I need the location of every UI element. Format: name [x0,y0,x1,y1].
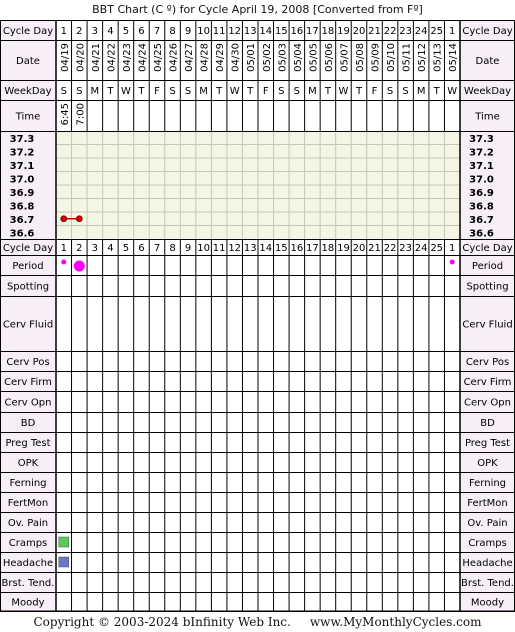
cycle-day-cell-repeat: 1 [60,243,67,254]
cycle-day-cell-repeat: 6 [138,243,145,254]
cycle-day-cell: 13 [243,26,257,37]
cycle-day-cell-repeat: 9 [184,243,192,254]
date-cell: 05/14 [448,43,460,72]
cycle-day-cell: 4 [107,26,114,37]
cycle-day-cell: 3 [91,26,99,37]
row-label-right: Spotting [466,281,509,293]
row-label: BD [20,418,36,429]
date-cell: 04/23 [121,43,133,72]
temp-label-left: 36.8 [9,201,35,213]
row-label: OPK [17,458,39,469]
date-cell: 05/03 [277,43,289,72]
cycle-day-cell: 15 [274,26,288,37]
date-cell: 04/24 [137,43,149,72]
cycle-day-cell-repeat: 20 [352,243,366,254]
weekday-cell: F [371,86,378,97]
row-label-right: Ov. Pain [467,518,508,529]
date-cell: 04/22 [106,43,118,72]
date-cell: 04/26 [168,43,180,72]
temp-label-left: 36.6 [9,228,35,240]
row-label-right: OPK [477,458,498,469]
row-label-cycle_day: Cycle Day [2,243,54,254]
date-cell: 04/19 [59,43,71,72]
cycle-day-cell-repeat: 24 [414,243,428,254]
cycle-day-cell-repeat: 22 [383,243,397,254]
temperature-point [76,216,82,222]
temp-label-right: 37.3 [469,133,494,145]
cycle-day-cell-repeat: 19 [337,243,350,254]
temp-label-right: 36.6 [469,228,494,240]
date-cell: 05/10 [386,43,398,72]
temperature-point [61,216,67,222]
row-label: Cerv Opn [4,397,52,409]
weekday-cell: S [293,86,301,97]
temp-label-left: 37.1 [9,160,35,172]
cycle-day-cell: 16 [290,26,304,37]
date-cell: 05/08 [355,43,366,72]
weekday-cell: T [324,86,331,97]
row-label-cycle_day-right: Cycle Day [462,26,513,37]
weekday-cell: M [199,86,208,97]
date-cell: 04/28 [199,43,211,72]
period-dot [450,260,455,265]
cycle-day-cell: 22 [383,26,397,37]
date-cell: 05/05 [308,43,320,72]
cycle-day-cell: 5 [122,26,130,37]
weekday-cell: S [278,86,285,97]
row-label-weekday: WeekDay [4,86,52,97]
row-label: Cramps [8,538,48,549]
cycle-day-cell-repeat: 15 [274,243,288,254]
cycle-day-cell: 12 [228,26,242,37]
row-label: Moody [11,597,45,609]
row-label-right: BD [480,418,495,429]
cycle-day-cell-repeat: 8 [169,243,176,254]
row-label-right: Ferning [468,478,507,489]
weekday-cell: W [120,86,131,97]
cycle-day-cell: 17 [306,26,319,37]
cycle-day-cell: 24 [414,26,428,37]
temp-label-left: 37.2 [9,147,35,159]
weekday-cell: T [247,86,254,97]
temp-label-left: 37.0 [9,174,35,186]
row-label: Brst. Tend. [1,578,55,589]
cycle-day-cell-repeat: 21 [368,243,381,254]
weekday-cell: W [229,86,240,97]
weekday-cell: S [386,86,394,97]
cycle-day-cell: 7 [153,26,161,37]
temp-label-left: 36.9 [9,187,35,199]
weekday-cell: S [169,86,176,97]
temp-label-right: 37.1 [469,160,494,172]
cycle-day-cell: 8 [169,26,176,37]
weekday-cell: T [355,86,363,97]
cycle-day-cell: 10 [197,26,210,37]
row-label: Ov. Pain [7,518,49,529]
weekday-cell: M [308,86,317,97]
cycle-day-cell-repeat: 18 [321,243,335,254]
temp-label-left: 36.7 [9,214,35,226]
cycle-day-cell-repeat: 1 [449,243,456,254]
row-label: Cerv Fluid [2,319,54,331]
temp-label-right: 36.9 [469,187,494,199]
row-label-right: Moody [470,597,505,609]
cycle-day-cell-repeat: 12 [228,243,242,254]
date-cell: 05/01 [246,43,258,72]
cycle-day-cell: 2 [76,26,83,37]
cycle-day-cell-repeat: 16 [290,243,304,254]
cycle-day-cell: 9 [184,26,192,37]
bbt-chart [0,20,515,612]
weekday-cell: W [447,86,458,97]
row-label-right: Headache [462,558,513,569]
date-cell: 05/13 [432,43,444,72]
temp-label-right: 36.8 [469,201,494,213]
weekday-cell: M [90,86,100,97]
cycle-day-cell-repeat: 11 [212,243,226,254]
cycle-day-cell-repeat: 10 [197,243,210,254]
date-cell: 05/06 [323,43,335,72]
cycle-day-cell: 6 [138,26,145,37]
copyright-footer: Copyright © 2003-2024 bInfinity Web Inc. www.MyMonthlyCycles.com [33,615,482,629]
weekday-cell: S [184,86,192,97]
row-label: Cerv Pos [6,357,50,368]
row-label-cycle_day-right: Cycle Day [462,243,513,254]
temp-label-right: 37.2 [469,147,494,159]
row-label-weekday-right: WeekDay [463,86,512,97]
date-cell: 04/27 [184,43,196,72]
row-label-right: FertMon [467,498,508,509]
weekday-cell: S [76,86,83,97]
cycle-day-cell: 21 [368,26,381,37]
date-cell: 05/11 [401,43,413,72]
row-label-cycle_day: Cycle Day [2,26,54,37]
weekday-cell: T [138,86,145,97]
row-label-right: Cerv Opn [464,397,511,409]
row-label-right: Cramps [468,538,507,549]
cycle-day-cell: 18 [321,26,335,37]
row-label: Spotting [6,281,50,293]
date-cell: 05/02 [261,43,273,72]
cycle-day-cell: 23 [399,26,412,37]
temp-label-right: 36.7 [469,214,494,226]
date-cell: 04/20 [75,43,87,72]
row-label: Period [12,261,44,272]
cycle-day-cell-repeat: 14 [259,243,273,254]
row-label-right: Cerv Pos [465,357,510,368]
cycle-day-cell-repeat: 4 [107,243,114,254]
row-label-right: Brst. Tend. [461,578,514,589]
cycle-day-cell-repeat: 23 [399,243,412,254]
weekday-cell: T [107,86,114,97]
row-label: Ferning [9,478,47,489]
date-cell: 05/09 [370,43,382,72]
date-cell: 05/04 [292,43,304,72]
cycle-day-cell-repeat: 13 [243,243,257,254]
date-cell: 04/29 [215,43,227,72]
row-label-time-right: Time [475,111,500,123]
period-dot [61,260,66,265]
row-label-date-right: Date [475,56,500,67]
cycle-day-cell: 25 [430,26,444,37]
date-cell: 04/25 [153,43,164,72]
row-label: Headache [2,558,54,569]
row-label: Preg Test [5,438,51,449]
row-label-date: Date [16,56,40,67]
cycle-day-cell: 1 [449,26,456,37]
cycle-day-cell-repeat: 2 [76,243,83,254]
weekday-cell: F [154,86,160,97]
row-label-time: Time [15,111,41,123]
headache-marker [59,557,69,567]
weekday-cell: F [262,86,269,97]
row-label-right: Preg Test [464,438,511,449]
period-dot [74,261,85,272]
cycle-day-cell-repeat: 3 [91,243,99,254]
weekday-cell: T [216,86,223,97]
temp-label-left: 37.3 [9,133,35,145]
weekday-cell: T [433,86,440,97]
row-label: Cerv Firm [4,377,52,388]
row-label-right: Cerv Firm [463,377,512,388]
cycle-day-cell: 11 [212,26,226,37]
weekday-cell: S [402,86,409,97]
date-cell: 04/21 [90,43,102,72]
weekday-cell: S [60,86,67,97]
cycle-day-cell: 14 [259,26,273,37]
cycle-day-cell: 1 [60,26,67,37]
cramps-marker [59,537,69,547]
cycle-day-cell-repeat: 25 [430,243,444,254]
cycle-day-cell-repeat: 7 [153,243,161,254]
cycle-day-cell-repeat: 5 [122,243,130,254]
weekday-cell: W [338,86,349,97]
date-cell: 04/30 [230,43,242,72]
cycle-day-cell: 19 [337,26,350,37]
chart-title: BBT Chart (C º) for Cycle April 19, 2008 [Converted from Fº] [92,3,423,16]
weekday-cell: M [416,86,426,97]
temp-label-right: 37.0 [469,174,494,186]
cycle-day-cell-repeat: 17 [306,243,319,254]
time-cell: 6:45 [59,103,71,126]
row-label: FertMon [7,498,49,509]
date-cell: 05/07 [339,43,351,72]
row-label-right: Cerv Fluid [462,319,513,331]
row-label-right: Period [471,261,504,272]
date-cell: 05/12 [417,43,429,72]
time-cell: 7:00 [75,103,87,126]
cycle-day-cell: 20 [352,26,366,37]
